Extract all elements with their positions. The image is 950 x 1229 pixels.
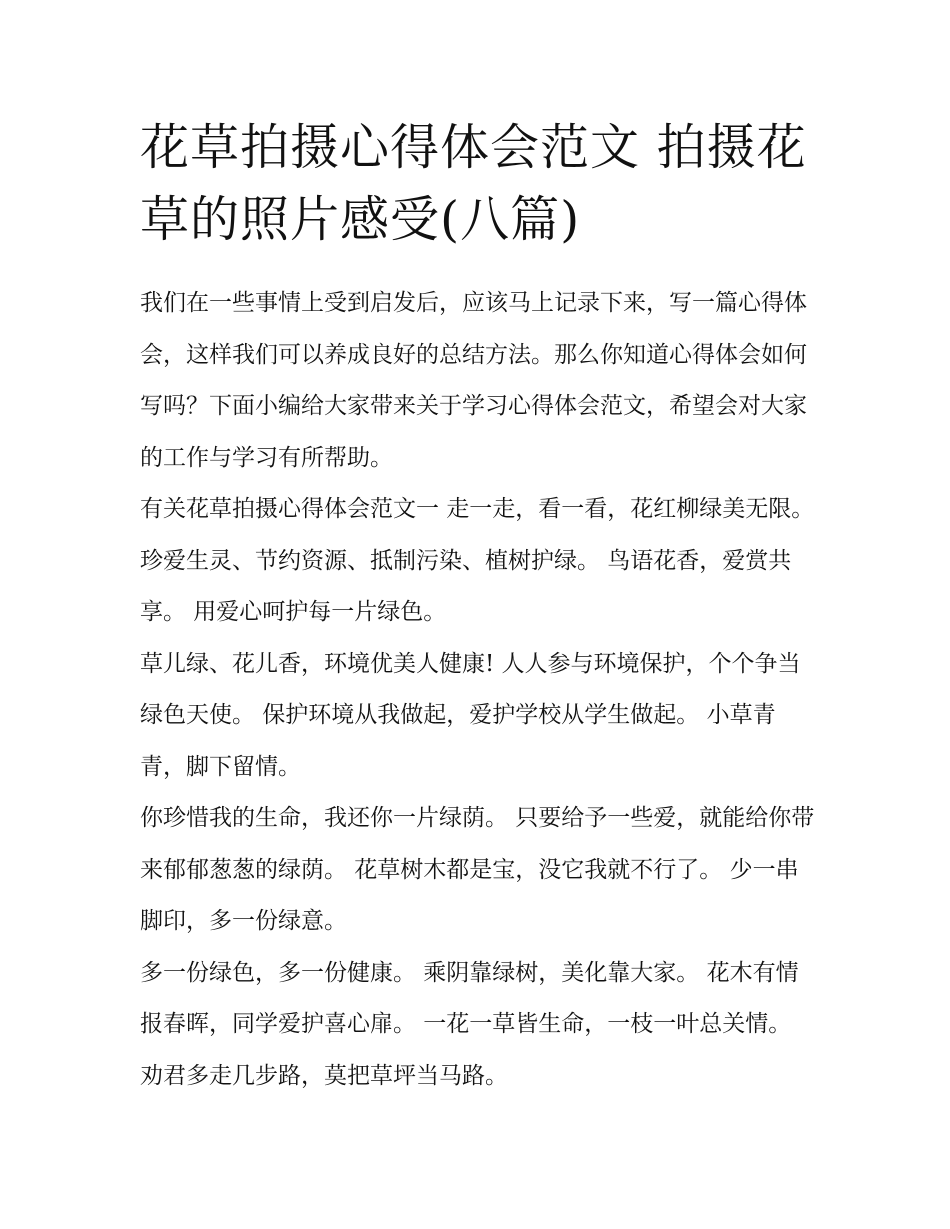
paragraph-intro: 我们在一些事情上受到启发后，应该马上记录下来，写一篇心得体会，这样我们可以养成良好的总结方法。那么你知道心得体会如何写吗？下面小编给大家带来关于学习心得体会范文，希望会对大家的工作与学习有所帮助。 bbox=[140, 290, 807, 471]
paragraph-slogans-lawn: 多一份绿色，多一份健康。 乘阴靠绿树，美化靠大家。 花木有情报春晖，同学爱护喜心扉。 一花一草皆生命，一枝一叶总关情。 劝君多走几步路，莫把草坪当马路。 bbox=[140, 959, 799, 1089]
document-body bbox=[140, 112, 820, 1102]
paragraph-essay-one: 有关花草拍摄心得体会范文一 走一走，看一看，花红柳绿美无限。 珍爱生灵、节约资源、抵制污染、植树护绿。 鸟语花香，爱赏共享。 用爱心呵护每一片绿色。 bbox=[140, 496, 815, 625]
paragraph-slogans-health: 草儿绿、花儿香，环境优美人健康! 人人参与环境保护，个个争当绿色天使。 保护环境从我做起，爱护学校从学生做起。 小草青青，脚下留情。 bbox=[140, 650, 801, 780]
paragraph-slogans-green: 你珍惜我的生命，我还你一片绿荫。 只要给予一些爱，就能给你带来郁郁葱葱的绿荫。 花草树木都是宝，没它我就不行了。 少一串脚印，多一份绿意。 bbox=[140, 805, 815, 934]
document-title: 花草拍摄心得体会范文 拍摄花草的照片感受(八篇) bbox=[140, 119, 807, 248]
